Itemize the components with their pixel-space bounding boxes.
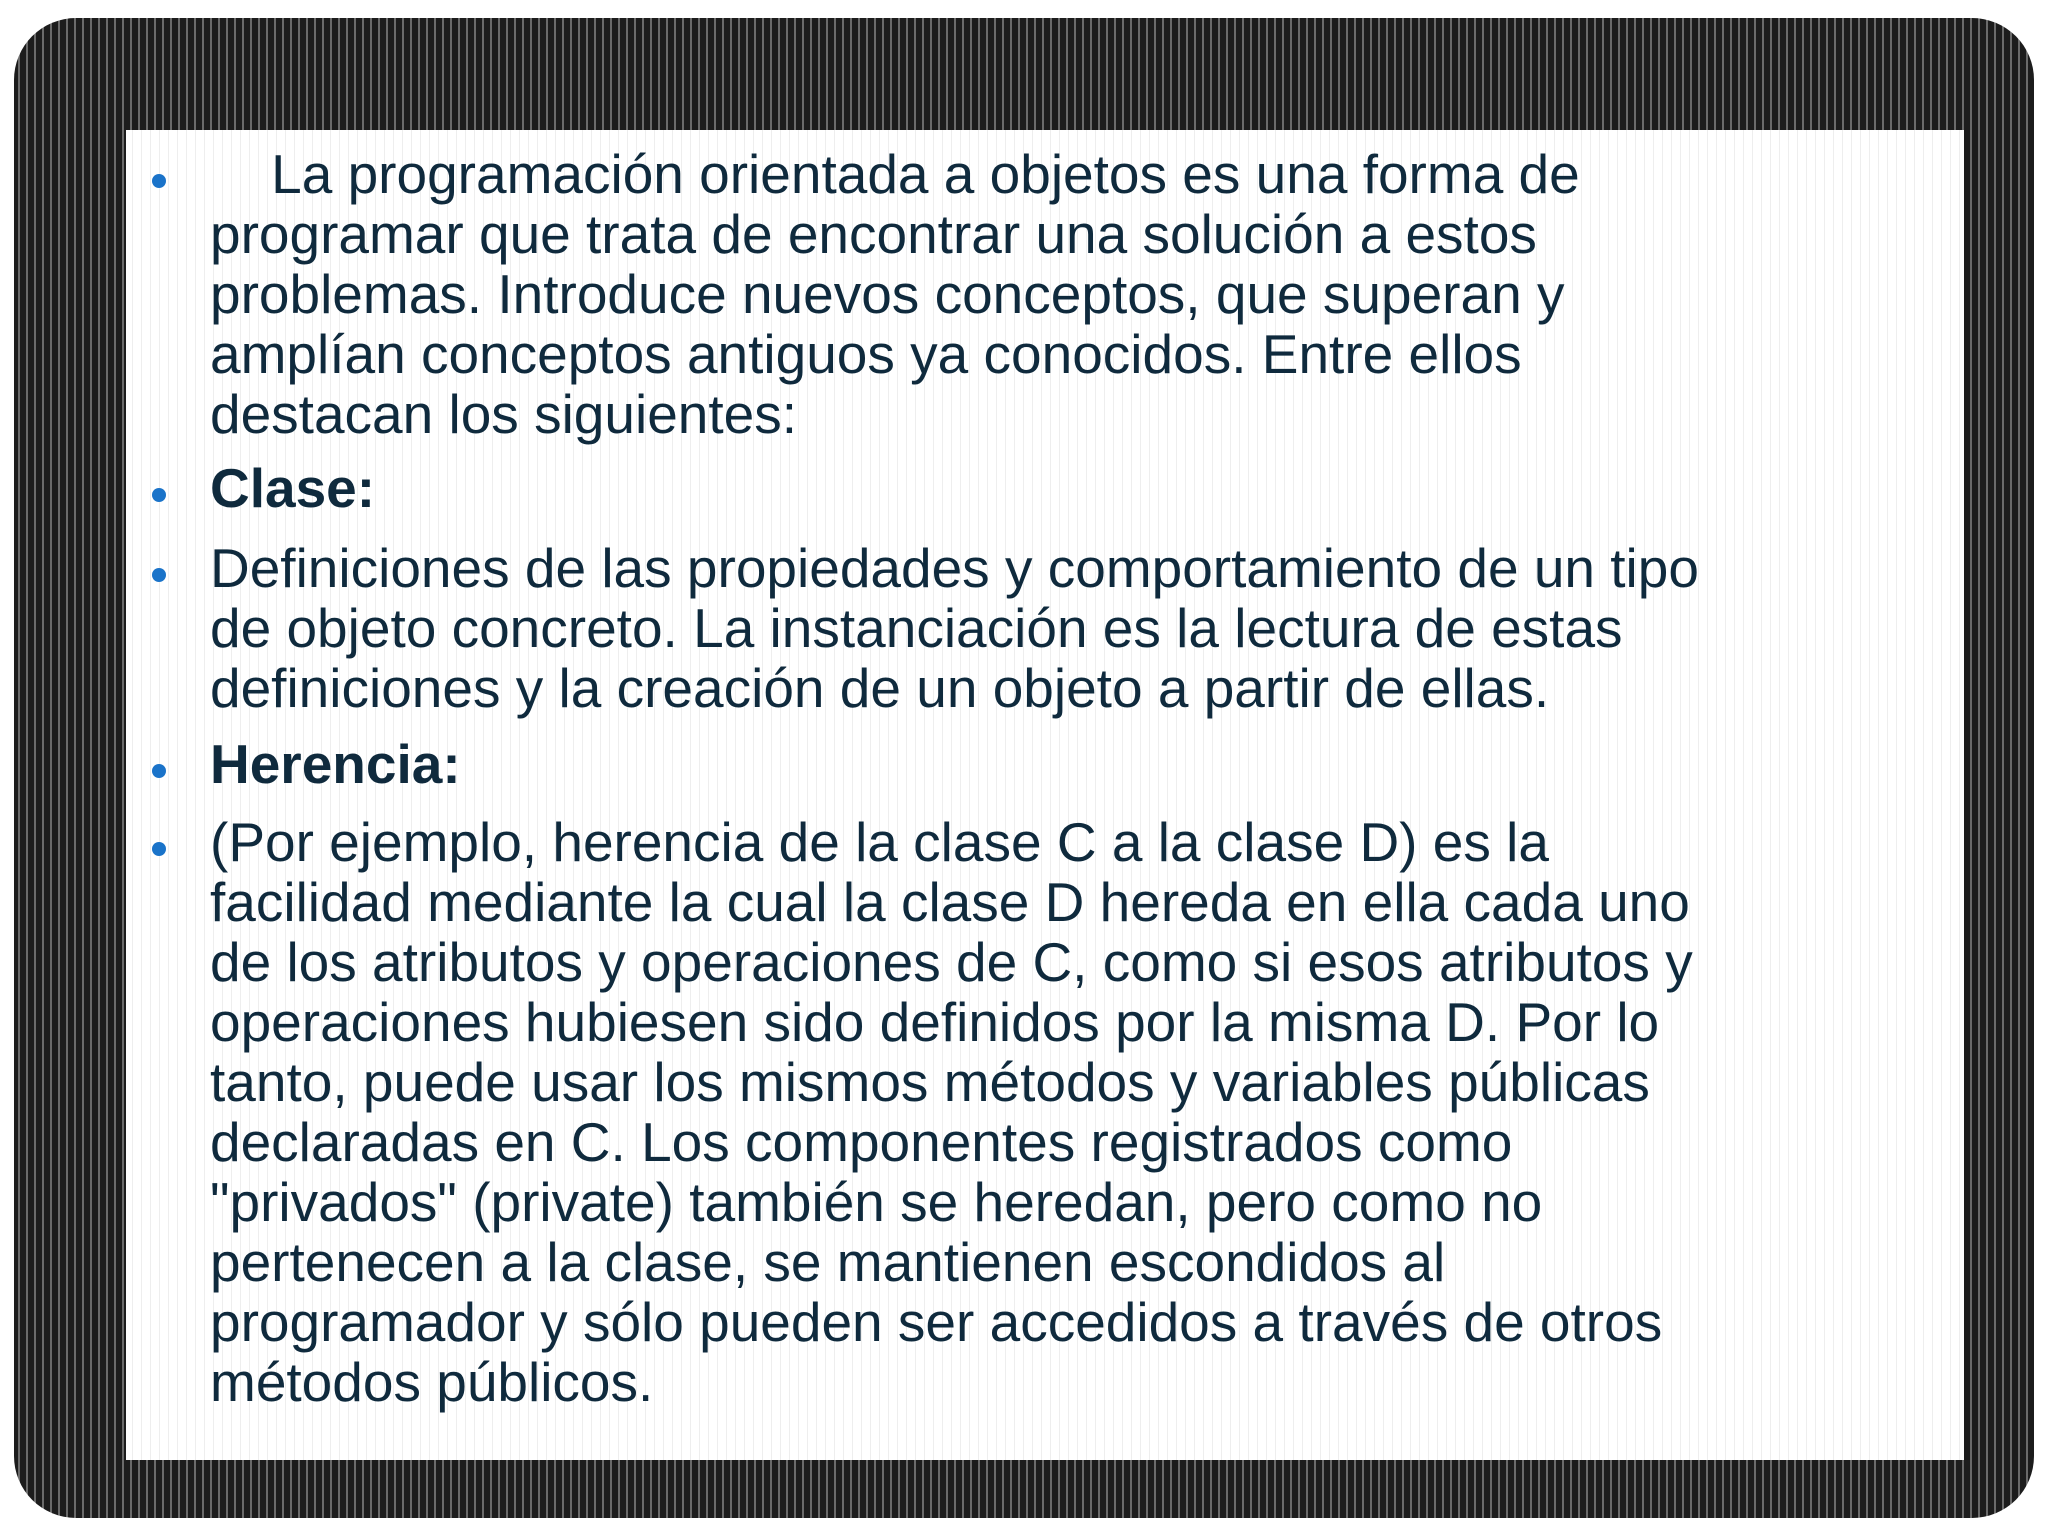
bullet-text: (Por ejemplo, herencia de la clase C a la clase D) es la facilidad mediante la cual la clase D hereda en ella cada uno de los atributos y operaciones de C, como si esos atributos y operaciones hubiesen sido definidos por la misma D. Por lo tanto, puede usar los mismos métodos y variables públicas declaradas en C. Los componentes registrados como "privados" (private) también se heredan, pero como no pertenecen a la clase, se mantienen escondidos al programador y sólo pueden ser accedidos a través de otros métodos públicos. [210,811,1693,1413]
bullet-dot-icon [152,764,166,778]
bullet-text: La programación orientada a objetos es una forma de programar que trata de encontrar una solución a estos problemas. Introduce nuevos conceptos, que superan y amplían conceptos antiguos ya conocidos. Entre ellos destacan los siguientes: [210,143,1580,445]
bullet-heading: Herencia: [210,733,461,795]
bullet-dot-icon [152,842,166,856]
bullet-dot-icon [152,568,166,582]
slide-frame [14,18,2034,1518]
slide-content-panel [126,130,1964,1460]
bullet-text: Definiciones de las propiedades y comportamiento de un tipo de objeto concreto. La instanciación es la lectura de estas definiciones y la creación de un objeto a partir de ellas. [210,537,1699,719]
bullet-heading: Clase: [210,457,376,519]
bullet-dot-icon [152,174,166,188]
bullet-dot-icon [152,488,166,502]
